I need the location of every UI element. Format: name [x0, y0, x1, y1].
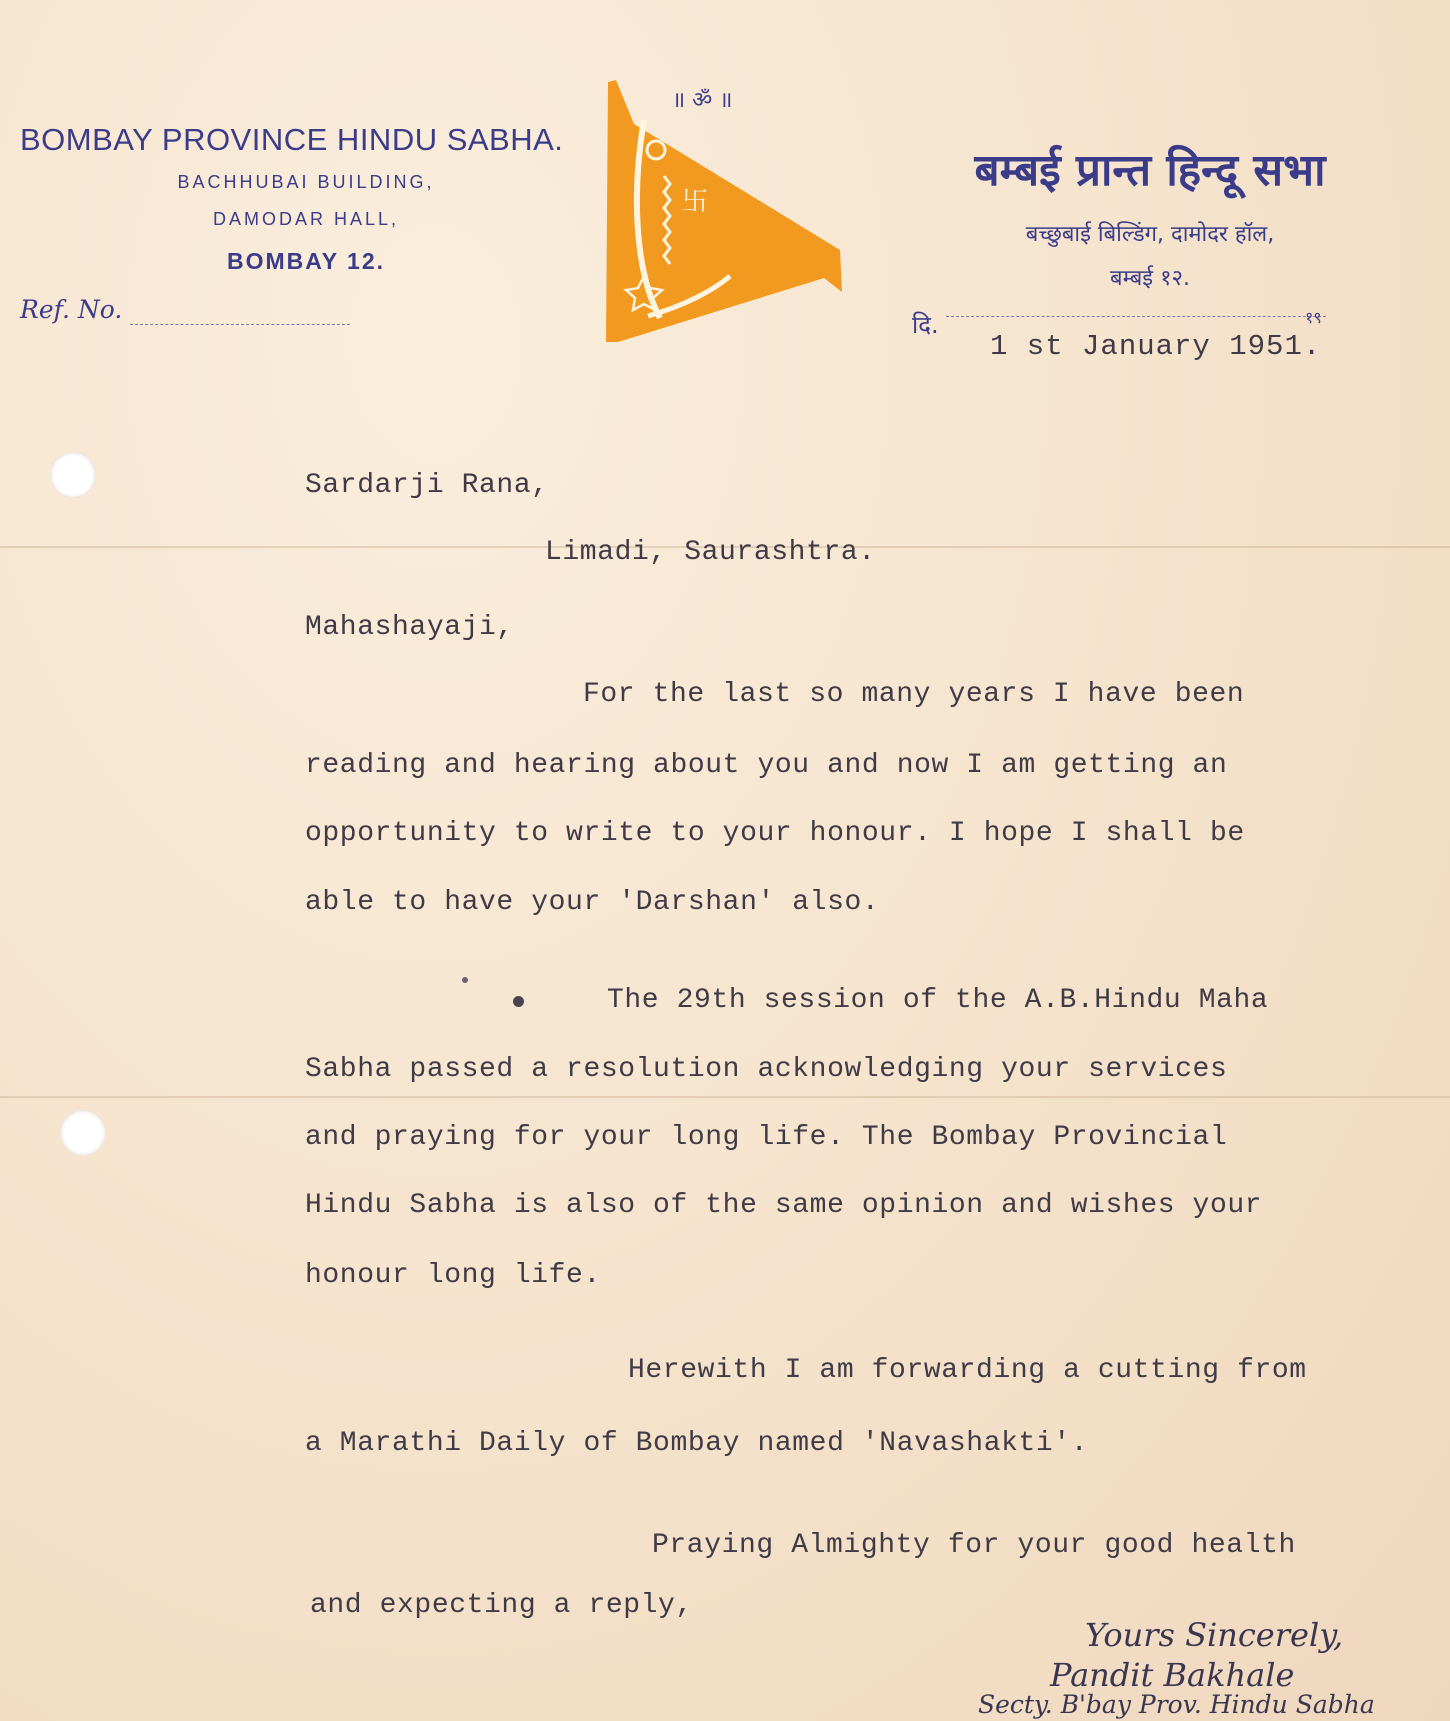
body-line: The 29th session of the A.B.Hindu Maha [607, 985, 1269, 1016]
saffron-flag-emblem-icon [604, 80, 850, 350]
letterhead-hindi [900, 138, 1400, 292]
date-label-hindi: दि. [912, 311, 939, 339]
body-line: Hindu Sabha is also of the same opinion and wishes your [305, 1190, 1263, 1221]
city-hindi: बम्बई १२. [1110, 266, 1190, 291]
punch-hole [50, 452, 96, 498]
address-hindi: बच्छुबाई बिल्डिंग, दामोदर हॉल, [1025, 222, 1275, 247]
recipient-place: Limadi, Saurashtra. [545, 537, 876, 568]
paper-fold-line [0, 1096, 1450, 1098]
bullet-mark [513, 996, 524, 1007]
ref-no-label: Ref. No. [20, 295, 123, 324]
svg-text:卐: 卐 [682, 187, 709, 217]
letter-date: 1 st January 1951. [990, 330, 1322, 363]
salutation: Mahashayaji, [305, 612, 514, 643]
body-line: opportunity to write to your honour. I hope I shall be [305, 818, 1245, 849]
signature-closing: Yours Sincerely, [1085, 1616, 1344, 1654]
recipient-name: Sardarji Rana, [305, 470, 549, 501]
address-line-2: DAMODAR HALL, [212, 209, 400, 229]
om-symbol: ॥ ॐ ॥ [672, 88, 733, 113]
punch-hole [60, 1110, 106, 1156]
signature-name: Pandit Bakhale [1050, 1656, 1295, 1694]
body-line: For the last so many years I have been [583, 679, 1245, 710]
body-line: and expecting a reply, [310, 1590, 693, 1621]
body-line: Herewith I am forwarding a cutting from [628, 1355, 1307, 1386]
org-name-hindi: बम्बई प्रान्त हिन्दू सभा [974, 145, 1326, 196]
body-line: and praying for your long life. The Bombay Provincial [305, 1122, 1228, 1153]
date-prefix-hindi: १९ [1305, 308, 1322, 327]
address-city: BOMBAY 12. [226, 248, 386, 274]
signature-designation: Secty. B'bay Prov. Hindu Sabha [978, 1690, 1375, 1719]
org-name: BOMBAY PROVINCE HINDU SABHA. [20, 122, 564, 157]
letterhead-english [20, 122, 592, 275]
date-blank-line [946, 316, 1326, 317]
body-line: a Marathi Daily of Bombay named 'Navashakti'. [305, 1428, 1089, 1459]
ref-no-blank [130, 324, 350, 325]
ink-dot [462, 977, 468, 983]
body-line: Praying Almighty for your good health [652, 1530, 1296, 1561]
body-line: Sabha passed a resolution acknowledging your services [305, 1054, 1228, 1085]
address-line-1: BACHHUBAI BUILDING, [177, 172, 435, 192]
body-line: able to have your 'Darshan' also. [305, 887, 880, 918]
body-line: reading and hearing about you and now I am getting an [305, 750, 1228, 781]
body-line: honour long life. [305, 1260, 601, 1291]
